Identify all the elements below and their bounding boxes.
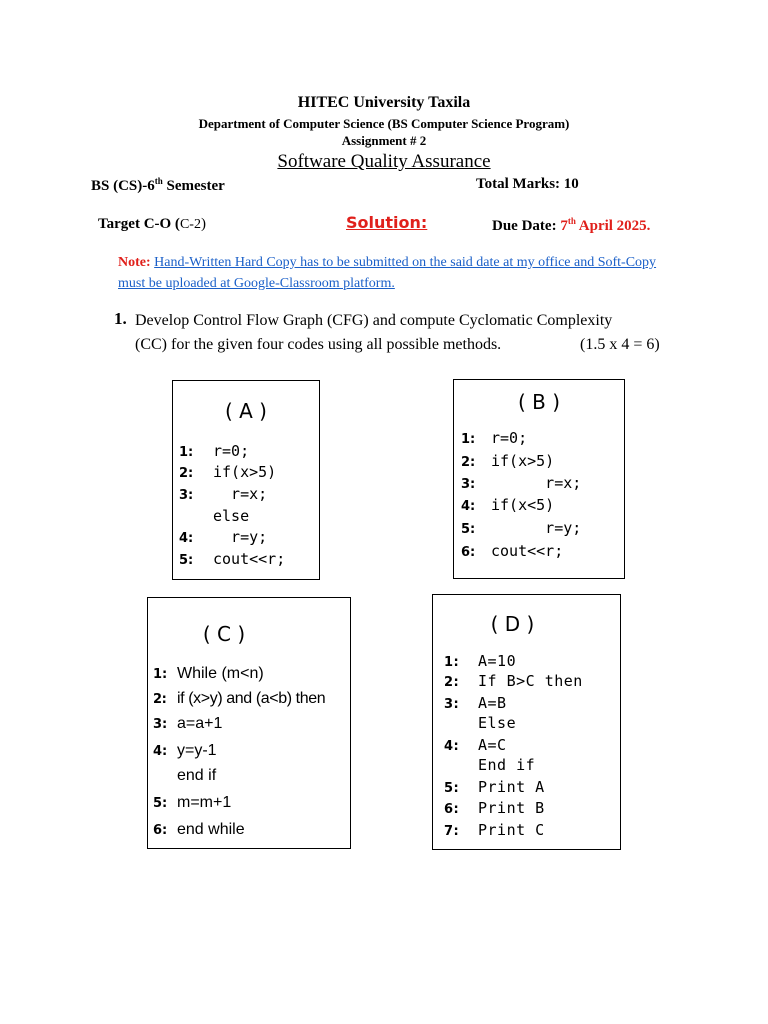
code-line: 4: if(x<5) (461, 496, 555, 514)
code-line: 5: Print A (444, 778, 545, 796)
code-line: 2: If B>C then (444, 672, 583, 690)
note-text: Hand-Written Hard Copy has to be submitted on the said date at my office and Soft-Copy must be uploaded at Google-Classroom platform. (118, 255, 657, 291)
code-line: 4: A=C (444, 736, 507, 754)
code-line: end if (177, 767, 217, 784)
code-line: 3: r=x; (179, 485, 268, 503)
code-line: 3: r=x; (461, 474, 582, 492)
code-line: 5: r=y; (461, 519, 582, 537)
university-name: HITEC University Taxila (297, 94, 471, 111)
code-line: 1: r=0; (461, 429, 528, 447)
code-box-a (172, 380, 320, 580)
code-line: 7: Print C (444, 821, 545, 839)
question-text: Develop Control Flow Graph (CFG) and compute Cyclomatic Complexity (CC) for the given four codes using all possible methods. (1.5 x 4 = 6) (135, 309, 675, 357)
total-marks: Total Marks: 10 (476, 176, 579, 192)
submission-note (118, 252, 678, 294)
department-name: Department of Computer Science (BS Computer Science Program) (198, 116, 570, 131)
question-marks: (1.5 x 4 = 6) (580, 336, 660, 353)
question-line2: (CC) for the given four codes using all possible methods. (1.5 x 4 = 6) (135, 333, 675, 357)
code-line: 5: cout<<r; (179, 550, 286, 568)
code-line: 4: r=y; (179, 528, 268, 546)
code-box-b (453, 379, 625, 579)
semester: BS (CS)-6th Semester (91, 176, 225, 194)
code-line: 1: While (m<n) (153, 665, 264, 682)
course-title: Software Quality Assurance (277, 151, 491, 172)
code-line: 4: y=y-1 (153, 742, 217, 759)
assignment-number: Assignment # 2 (341, 133, 427, 148)
code-box-d (432, 594, 621, 850)
note-label: Note: (118, 255, 151, 270)
code-line: Else (478, 714, 517, 732)
question-number: 1. (114, 309, 127, 328)
code-line: else (213, 507, 250, 525)
target-co: Target C-O (C-2) (98, 216, 206, 232)
code-line: 1: A=10 (444, 652, 517, 670)
code-line: 6: Print B (444, 799, 545, 817)
code-line: 3: a=a+1 (153, 715, 223, 732)
code-line: End if (478, 756, 536, 774)
code-line: 3: A=B (444, 694, 507, 712)
code-a-title: ( A ) (224, 399, 267, 423)
code-line: 5: m=m+1 (153, 794, 232, 811)
code-line: 2: if (x>y) and (a<b) then (153, 690, 326, 707)
code-line: 2: if(x>5) (179, 463, 277, 481)
code-line: 6: end while (153, 821, 245, 838)
code-line: 1: r=0; (179, 442, 250, 460)
solution-heading: Solution: (346, 213, 428, 232)
code-box-c (147, 597, 351, 849)
code-line: 6: cout<<r; (461, 542, 564, 560)
code-b-title: ( B ) (517, 390, 561, 414)
code-line: 2: if(x>5) (461, 452, 555, 470)
code-c-title: ( C ) (202, 622, 246, 646)
due-date: Due Date: 7th April 2025. (492, 216, 651, 234)
code-d-title: ( D ) (490, 612, 535, 636)
